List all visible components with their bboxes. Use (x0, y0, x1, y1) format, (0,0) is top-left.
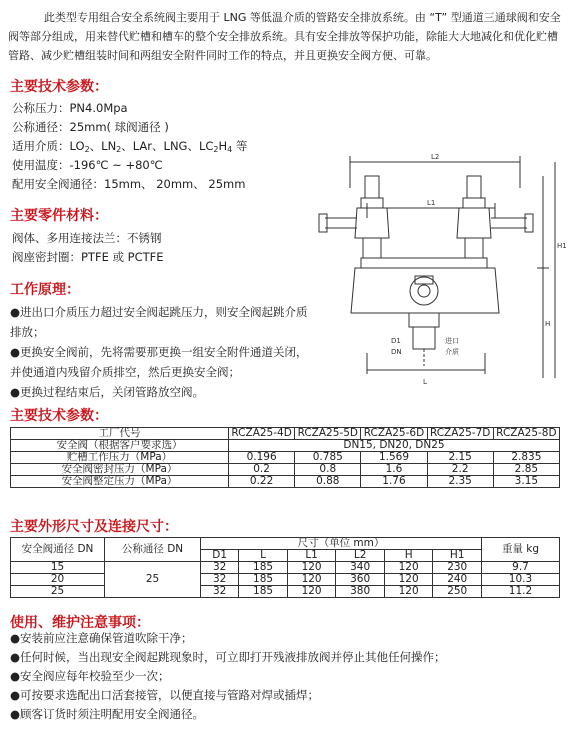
label-d1: D1 (391, 337, 401, 345)
table-row (11, 440, 560, 452)
cell-value: 240 (433, 574, 482, 586)
spec-medium-b: 、LAr、LNG、LC (121, 139, 214, 153)
label-h1: H1 (557, 242, 567, 250)
label-inlet: 进口 (445, 337, 459, 345)
cell-value: 0.88 (295, 476, 361, 488)
intro-paragraph: 此类型专用组合安全系统阀主要用于 LNG 等低温介质的管路安全排放系统。由 “T” 型通道三通球阀和安全阀等部分组成，用来替代贮槽和槽车的整个安全排放系统。具有安全排放等保护功能，除能大大地减化和优化贮槽管路、减少贮槽组装时间和两组安全附件同时工作的特点，并且更换安全阀方便、可靠。 (8, 11, 561, 62)
cell-value: 360 (336, 574, 385, 586)
label-h: H (545, 320, 551, 328)
table-row (11, 574, 560, 586)
valve-technical-drawing (305, 148, 565, 388)
cell-value: 2.835 (493, 452, 559, 464)
table-row (11, 428, 560, 440)
table1-title: 主要技术参数： (10, 408, 108, 424)
cell-value: 185 (239, 574, 288, 586)
header-cell: H1 (433, 550, 482, 562)
label-dn: DN (391, 348, 402, 356)
cell-weight: 11.2 (482, 586, 560, 598)
row-label: 贮槽工作压力（MPa） (11, 452, 229, 464)
principle-1: ●进出口介质压力超过安全阀起跳压力，则安全阀起跳介质排放； (10, 305, 308, 339)
row-label: 安全阀密封压力（MPa） (11, 464, 229, 476)
label-l1: L1 (427, 199, 436, 207)
cell-value: 32 (201, 562, 239, 574)
cell-dn: 20 (11, 574, 105, 586)
cell-value: 120 (287, 586, 336, 598)
note-item: ●任何时候，当出现安全阀起跳现象时，可立即打开残液排放阀并停止其他任何操作； (10, 650, 446, 664)
cell-value: 32 (201, 586, 239, 598)
cell-value: 340 (336, 562, 385, 574)
cell-value: DN15, DN20, DN25 (229, 440, 560, 452)
table-row (11, 586, 560, 598)
parts-seal: 阀座密封圈：PTFE 或 PCTFE (12, 250, 164, 264)
parts-title: 主要零件材料： (10, 208, 108, 224)
header-cell: RCZA25-4D (229, 428, 295, 440)
principle-title: 工作原理： (10, 282, 80, 298)
row-label: 安全阀整定压力（MPa） (11, 476, 229, 488)
cell-nominal: 25 (105, 562, 201, 598)
cell-value: 0.785 (295, 452, 361, 464)
specs-title: 主要技术参数： (10, 79, 108, 95)
spec-pressure: 公称压力：PN4.0Mpa (12, 101, 128, 115)
cell-value: 2.15 (427, 452, 493, 464)
spec-valve-diameter: 配用安全阀通径：15mm、 20mm、 25mm (12, 177, 246, 191)
cell-value: 185 (239, 586, 288, 598)
sub-2c: 2 (213, 145, 219, 154)
cell-value: 120 (287, 562, 336, 574)
cell-value: 120 (384, 574, 433, 586)
cell-value: 120 (384, 586, 433, 598)
label-l: L (423, 378, 427, 386)
sub-2a: 2 (84, 145, 90, 154)
cell-value: 2.85 (493, 464, 559, 476)
header-cell: H (384, 550, 433, 562)
dimensions-table (10, 537, 560, 598)
cell-value: 120 (384, 562, 433, 574)
cell-value: 120 (287, 574, 336, 586)
cell-value: 0.8 (295, 464, 361, 476)
cell-value: 0.196 (229, 452, 295, 464)
cell-weight: 9.7 (482, 562, 560, 574)
spec-medium-a: 、LN (89, 139, 117, 153)
cell-dn: 25 (11, 586, 105, 598)
cell-value: 230 (433, 562, 482, 574)
header-cell: 重量 kg (482, 538, 560, 562)
header-cell: L2 (336, 550, 385, 562)
spec-diameter: 公称通径：25mm( 球阀通径 ) (12, 120, 169, 134)
table2-title: 主要外形尺寸及连接尺寸： (10, 519, 178, 535)
label-l2: L2 (431, 153, 440, 161)
tech-params-table (10, 427, 560, 488)
header-cell: RCZA25-7D (427, 428, 493, 440)
table-row (11, 562, 560, 574)
cell-value: 1.569 (361, 452, 427, 464)
table-row (11, 464, 560, 476)
cell-value: 1.76 (361, 476, 427, 488)
note-item: ●顾客订货时须注明配用安全阀通径。 (10, 707, 205, 721)
cell-value: 3.15 (493, 476, 559, 488)
cell-value: 0.2 (229, 464, 295, 476)
table-row (11, 476, 560, 488)
row-label: 安全阀（根据客户要求选） (11, 440, 229, 452)
note-item: ●可按要求选配出口活套接管，以便直接与管路对焊或插焊； (10, 688, 320, 702)
header-cell: 工厂代号 (11, 428, 229, 440)
note-item: ●安装前应注意确保管道吹除干净； (10, 631, 193, 645)
cell-value: 32 (201, 574, 239, 586)
cell-weight: 10.3 (482, 574, 560, 586)
notes-title: 使用、维护注意事项： (10, 615, 150, 631)
header-cell: RCZA25-8D (493, 428, 559, 440)
table-row (11, 452, 560, 464)
sub-2b: 2 (116, 145, 122, 154)
parts-body: 阀体、多用连接法兰：不锈钢 (12, 231, 162, 245)
header-cell: 公称通径 DN (105, 538, 201, 562)
spec-medium-prefix: 适用介质：LO (12, 139, 85, 153)
cell-value: 380 (336, 586, 385, 598)
spec-medium-suffix: 等 (232, 139, 248, 153)
header-cell: L (239, 550, 288, 562)
principle-3: ●更换过程结束后，关闭管路放空阀。 (10, 385, 205, 399)
spec-temperature: 使用温度：-196℃ ~ +80℃ (12, 158, 163, 172)
cell-value: 1.6 (361, 464, 427, 476)
header-cell: 尺寸（单位 mm） (201, 538, 482, 550)
header-cell: D1 (201, 550, 239, 562)
header-cell: L1 (287, 550, 336, 562)
cell-value: 250 (433, 586, 482, 598)
header-cell: 安全阀通径 DN (11, 538, 105, 562)
cell-value: 185 (239, 562, 288, 574)
label-outlet: 介质 (445, 348, 459, 356)
header-cell: RCZA25-6D (361, 428, 427, 440)
cell-value: 0.22 (229, 476, 295, 488)
cell-value: 2.2 (427, 464, 493, 476)
principle-2: ●更换安全阀前，先将需要那更换一组安全附件通道关闭，并使通道内残留介质排空，然后更换安全阀； (10, 345, 308, 379)
note-item: ●安全阀应每年校验至少一次； (10, 669, 170, 683)
spec-medium-c: H (218, 139, 228, 153)
sub-4: 4 (227, 145, 233, 154)
cell-value: 2.35 (427, 476, 493, 488)
table-row (11, 538, 560, 550)
header-cell: RCZA25-5D (295, 428, 361, 440)
cell-dn: 15 (11, 562, 105, 574)
